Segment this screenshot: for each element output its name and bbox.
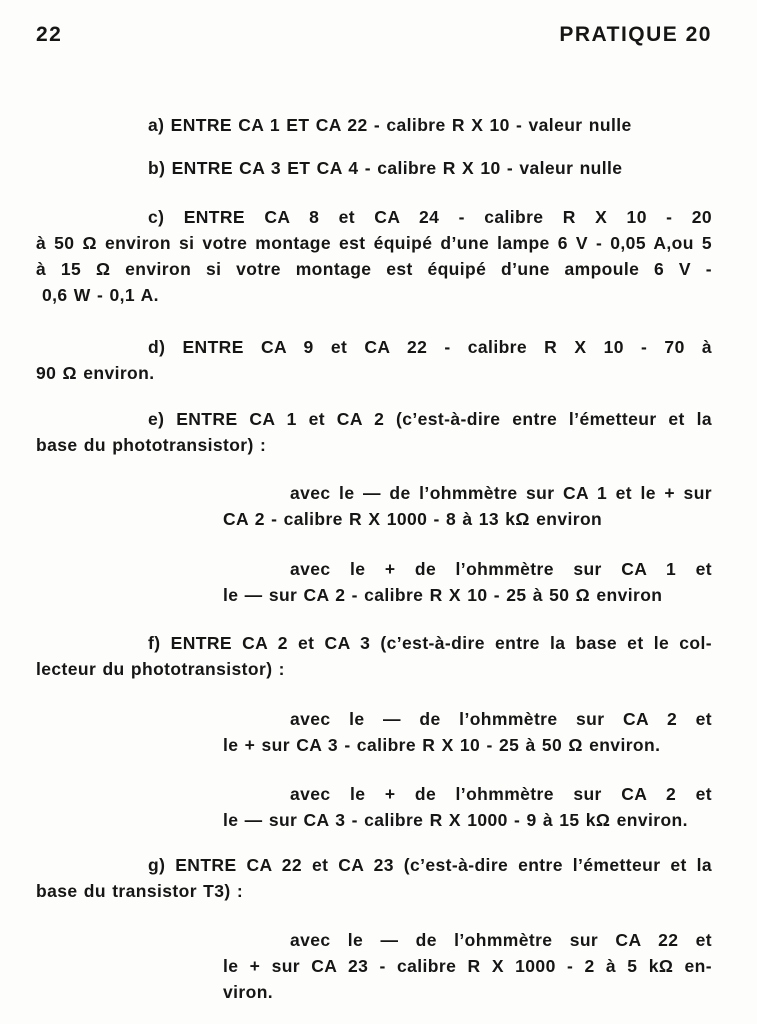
document-body [36, 112, 712, 1005]
paragraph-c-line-4: 0,6 W - 0,1 A. [42, 285, 159, 305]
paragraph-f-sub1-line-1: avec le — de l’ohmmètre sur CA 2 et [290, 709, 712, 729]
paragraph-g [36, 852, 712, 904]
paragraph-c-line-2: à 50 Ω environ si votre montage est équipé d’une lampe 6 V - 0,05 A,ou 5 [36, 233, 712, 253]
paragraph-f-line-1: f) ENTRE CA 2 et CA 3 (c’est-à-dire entre la base et le col- [148, 633, 712, 653]
paragraph-c [36, 204, 712, 308]
paragraph-g-sub1-line-2: le + sur CA 23 - calibre R X 1000 - 2 à 5 kΩ en- [223, 956, 712, 976]
running-title: PRATIQUE 20 [559, 23, 712, 46]
paragraph-d [36, 334, 712, 386]
paragraph-b [36, 155, 712, 181]
paragraph-e-sub1 [36, 480, 712, 532]
paragraph-e-sub1-line-2: CA 2 - calibre R X 1000 - 8 à 13 kΩ environ [223, 509, 603, 529]
paragraph-e-line-1: e) ENTRE CA 1 et CA 2 (c’est-à-dire entre l’émetteur et la [148, 409, 712, 429]
paragraph-f-line-2: lecteur du phototransistor) : [36, 659, 285, 679]
paragraph-f-sub2 [36, 781, 712, 833]
paragraph-c-line-1: c) ENTRE CA 8 et CA 24 - calibre R X 10 - 20 [148, 207, 712, 227]
paragraph-e-sub1-line-1: avec le — de l’ohmmètre sur CA 1 et le + sur [290, 483, 712, 503]
paragraph-d-line-1: d) ENTRE CA 9 et CA 22 - calibre R X 10 - 70 à [148, 337, 712, 357]
paragraph-f-sub1-line-2: le + sur CA 3 - calibre R X 10 - 25 à 50 Ω environ. [223, 735, 661, 755]
paragraph-a [36, 112, 712, 138]
page-header [36, 24, 712, 46]
paragraph-g-sub1 [36, 927, 712, 1005]
paragraph-b-line-1: b) ENTRE CA 3 ET CA 4 - calibre R X 10 - valeur nulle [148, 158, 623, 178]
paragraph-g-line-2: base du transistor T3) : [36, 881, 244, 901]
paragraph-e-sub2 [36, 556, 712, 608]
paragraph-d-line-2: 90 Ω environ. [36, 363, 155, 383]
paragraph-f-sub1 [36, 706, 712, 758]
page-number: 22 [36, 23, 63, 46]
paragraph-f [36, 630, 712, 682]
paragraph-f-sub2-line-2: le — sur CA 3 - calibre R X 1000 - 9 à 15 kΩ environ. [223, 810, 688, 830]
paragraph-a-line-1: a) ENTRE CA 1 ET CA 22 - calibre R X 10 - valeur nulle [148, 115, 632, 135]
paragraph-e [36, 406, 712, 458]
paragraph-g-sub1-line-3: viron. [223, 982, 274, 1002]
paragraph-g-line-1: g) ENTRE CA 22 et CA 23 (c’est-à-dire entre l’émetteur et la [148, 855, 712, 875]
paragraph-f-sub2-line-1: avec le + de l’ohmmètre sur CA 2 et [290, 784, 712, 804]
paragraph-e-line-2: base du phototransistor) : [36, 435, 267, 455]
paragraph-e-sub2-line-1: avec le + de l’ohmmètre sur CA 1 et [290, 559, 712, 579]
paragraph-c-line-3: à 15 Ω environ si votre montage est équipé d’une ampoule 6 V - [36, 259, 712, 279]
paragraph-e-sub2-line-2: le — sur CA 2 - calibre R X 10 - 25 à 50 Ω environ [223, 585, 663, 605]
paragraph-g-sub1-line-1: avec le — de l’ohmmètre sur CA 22 et [290, 930, 712, 950]
